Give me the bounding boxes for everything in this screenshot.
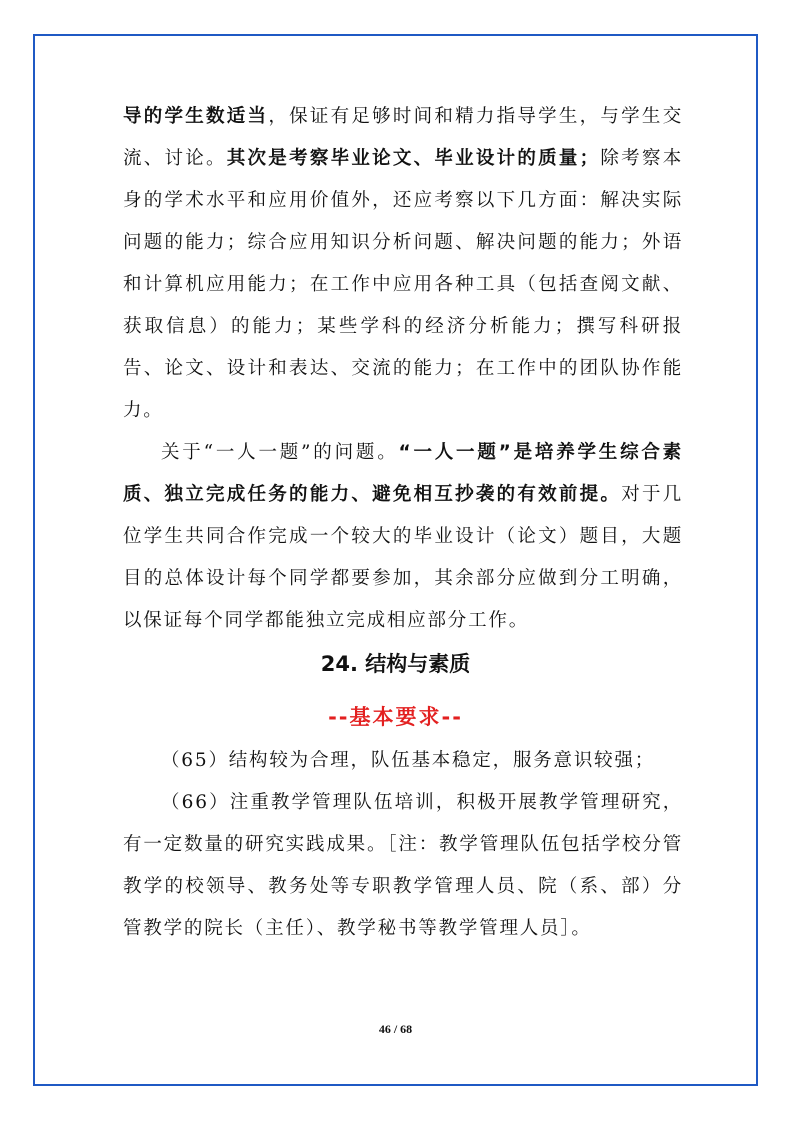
paragraph-3: （65）结构较为合理，队伍基本稳定，服务意识较强； — [161, 750, 656, 771]
text-run: 除考察本身的学术水平和应用价值外，还应考察以下几方面：解决实际问题的能力；综合应用知识分析问题、解决问题的能力；外语和计算机应用能力；在工作中应用各种工具（包括查阅文献、获取信息）的能力；某些学科的经济分析能力；撰写科研报告、论文、设计和表达、交流的能力；在工作中的团队协作能力。 — [123, 148, 683, 421]
section-title: 24. 结构与素质 — [320, 652, 471, 676]
bold-phrase: 导的学生数适当 — [123, 106, 269, 127]
paragraph-4: （66）注重教学管理队伍培训，积极开展教学管理研究，有一定数量的研究实践成果。［注：教学管理队伍包括学校分管教学的校领导、教务处等专职教学管理人员、院（系、部）分管教学的院长（主任）、教学秘书等教学管理人员］。 — [123, 792, 683, 939]
body-text-upper — [123, 96, 683, 642]
bold-phrase: 其次是考察毕业论文、毕业设计的质量； — [226, 148, 600, 169]
page-number: 46 / 68 — [378, 1022, 413, 1036]
text-run: 关于“一人一题”的问题。 — [161, 442, 399, 463]
bold-phrase: “一人一题”是培养学生综合素质、独立完成任务的能力、避免相互抄袭的有效前提。 — [123, 442, 683, 505]
paragraph-2 — [123, 432, 683, 642]
text-run: 对于几位学生共同合作完成一个较大的毕业设计（论文）题目，大题目的总体设计每个同学都要参加，其余部分应做到分工明确，以保证每个同学都能独立完成相应部分工作。 — [123, 484, 684, 631]
paragraph-1 — [123, 96, 683, 432]
body-text-lower — [123, 740, 683, 950]
section-subtitle: --基本要求-- — [328, 705, 463, 729]
text-run: ，保证有足够时间和精力指导学生，与学生交流、讨论。 — [123, 106, 683, 169]
